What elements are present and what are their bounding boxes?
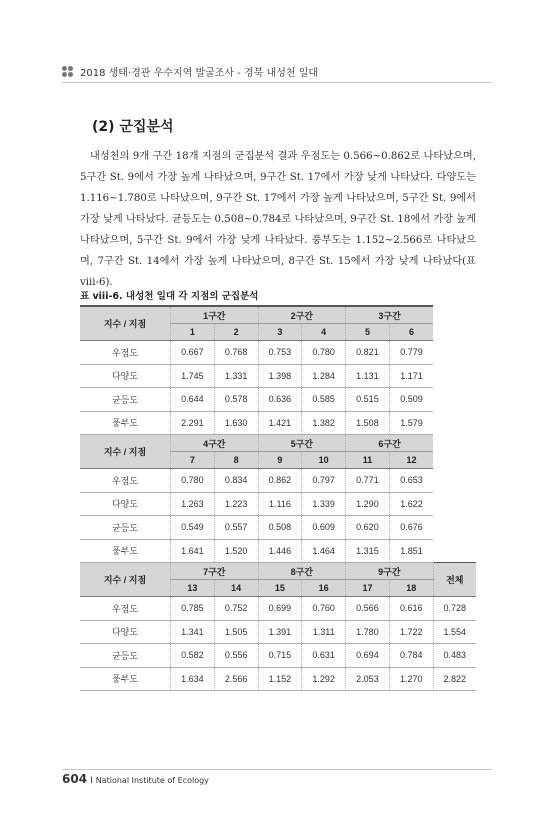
station-header: 5 [346, 324, 390, 341]
table-cell: 0.556 [214, 644, 258, 668]
section-header: 7구간 [171, 563, 259, 580]
table-cell: 0.785 [171, 597, 215, 621]
section-header: 6구간 [346, 435, 434, 452]
table-cell: 1.554 [433, 620, 476, 644]
table-row [80, 539, 476, 563]
table-row [80, 667, 476, 691]
row-label: 우점도 [80, 341, 171, 365]
table-row [80, 411, 476, 435]
table-cell: 0.780 [171, 469, 215, 493]
table-row [80, 469, 476, 493]
table-cell: 1.391 [258, 620, 302, 644]
table-cell: 1.851 [389, 539, 433, 563]
station-header: 3 [258, 324, 302, 341]
table-row [80, 516, 476, 540]
row-label: 균등도 [80, 516, 171, 540]
table-cell: 0.728 [433, 597, 476, 621]
table-cell: 0.760 [302, 597, 346, 621]
footer-divider [62, 769, 492, 770]
table-cell: 1.622 [389, 492, 433, 516]
table-cell: 1.745 [171, 364, 215, 388]
station-header: 2 [214, 324, 258, 341]
table-cell: 1.290 [346, 492, 390, 516]
table-row [80, 597, 476, 621]
station-header: 12 [389, 452, 433, 469]
section-title: (2) 군집분석 [92, 119, 174, 135]
table-cell: 0.752 [214, 597, 258, 621]
table-cell: 0.515 [346, 388, 390, 412]
table-cell: 1.315 [346, 539, 390, 563]
stub-header: 지수 / 지점 [80, 563, 171, 597]
table-cell: 1.339 [302, 492, 346, 516]
row-label: 풍부도 [80, 411, 171, 435]
table-cell: 1.284 [302, 364, 346, 388]
table-cell: 0.631 [302, 644, 346, 668]
table-cell: 0.771 [346, 469, 390, 493]
table-cell: 1.641 [171, 539, 215, 563]
table-cell: 0.509 [389, 388, 433, 412]
body-paragraph: 내성천의 9개 구간 18개 지점의 군집분석 결과 우점도는 0.566~0.862로 나타났으며, 5구간 St. 9에서 가장 높게 나타났으며, 9구간 St. 17에서 가장 낮게 나타났다. 다양도는 1.116~1.780로 나타났으며, 9구간 St. 17에서 가장 높게 나타났으며, 5구간 St. 9에서 가장 낮게 나타났다. 균등도는 0.508~0.784로 나타났으며, 9구간 St. 18에서 가장 높게 나타났으며, 5구간 St. 9에서 가장 낮게 나타났다. 풍부도는 1.152~2.566로 나타났으며, 7구간 St. 14에서 가장 높게 나타났으며, 8구간 St. 15에서 가장 낮게 나타났다(표 viii-6). [80, 151, 476, 288]
table-cell: 0.862 [258, 469, 302, 493]
table-cell: 0.753 [258, 341, 302, 365]
row-label: 다양도 [80, 364, 171, 388]
table-cell: 0.549 [171, 516, 215, 540]
station-header: 10 [302, 452, 346, 469]
table-cell: 0.779 [389, 341, 433, 365]
station-header: 17 [346, 580, 390, 597]
stub-header: 지수 / 지점 [80, 306, 171, 341]
table-caption: 표 viii-6. 내성천 일대 각 지점의 군집분석 [80, 291, 259, 302]
station-header: 4 [302, 324, 346, 341]
table-cell: 1.263 [171, 492, 215, 516]
station-header: 1 [171, 324, 215, 341]
table-cell: 1.520 [214, 539, 258, 563]
table-cell: 0.780 [302, 341, 346, 365]
table-cell: 1.311 [302, 620, 346, 644]
table-cell: 0.667 [171, 341, 215, 365]
row-label: 풍부도 [80, 667, 171, 691]
row-label: 풍부도 [80, 539, 171, 563]
table-cell: 0.483 [433, 644, 476, 668]
station-header: 16 [302, 580, 346, 597]
table-cell: 1.116 [258, 492, 302, 516]
table-cell: 0.557 [214, 516, 258, 540]
section-header: 4구간 [171, 435, 259, 452]
total-header: 전체 [433, 563, 476, 597]
table-cell: 1.508 [346, 411, 390, 435]
table-section-header-row [80, 435, 476, 452]
section-header: 5구간 [258, 435, 346, 452]
page-footer [62, 772, 209, 786]
table-cell: 1.341 [171, 620, 215, 644]
table-cell: 0.620 [346, 516, 390, 540]
station-header: 9 [258, 452, 302, 469]
table-cell: 0.797 [302, 469, 346, 493]
table-cell: 0.609 [302, 516, 346, 540]
station-header: 8 [214, 452, 258, 469]
station-header: 14 [214, 580, 258, 597]
section-header: 3구간 [346, 306, 434, 324]
table-cell: 1.331 [214, 364, 258, 388]
bullet-dots-icon [62, 66, 76, 78]
table-cell: 1.398 [258, 364, 302, 388]
table-cell: 1.464 [302, 539, 346, 563]
table-row [80, 341, 476, 365]
table-cell: 0.616 [389, 597, 433, 621]
table-cell: 0.578 [214, 388, 258, 412]
section-header: 2구간 [258, 306, 346, 324]
table-section-header-row [80, 306, 476, 324]
table-row [80, 620, 476, 644]
table-cell: 0.784 [389, 644, 433, 668]
table-cell: 1.722 [389, 620, 433, 644]
table-cell: 1.223 [214, 492, 258, 516]
table-cell: 0.715 [258, 644, 302, 668]
station-header: 6 [389, 324, 433, 341]
table-row [80, 644, 476, 668]
cluster-analysis-table [80, 305, 476, 691]
table-cell: 1.446 [258, 539, 302, 563]
table-cell: 2.822 [433, 667, 476, 691]
table-cell: 2.291 [171, 411, 215, 435]
table-cell: 1.634 [171, 667, 215, 691]
station-header: 13 [171, 580, 215, 597]
table-cell: 0.676 [389, 516, 433, 540]
table-row [80, 492, 476, 516]
table-cell: 1.421 [258, 411, 302, 435]
table-cell: 1.630 [214, 411, 258, 435]
table-cell: 1.505 [214, 620, 258, 644]
table-section-header-row [80, 563, 476, 580]
page-number: 604 [62, 772, 88, 786]
table-cell: 2.053 [346, 667, 390, 691]
row-label: 우점도 [80, 469, 171, 493]
table-cell: 2.566 [214, 667, 258, 691]
header-text: 2018 생태·경관 우수지역 발굴조사 - 경북 내성천 일대 [80, 68, 319, 79]
table-cell: 1.152 [258, 667, 302, 691]
row-label: 우점도 [80, 597, 171, 621]
running-header [62, 64, 492, 79]
table-cell: 0.508 [258, 516, 302, 540]
table-cell: 0.821 [346, 341, 390, 365]
table-cell: 1.171 [389, 364, 433, 388]
table-cell: 1.270 [389, 667, 433, 691]
table-cell: 0.566 [346, 597, 390, 621]
table-cell: 1.382 [302, 411, 346, 435]
table-row [80, 388, 476, 412]
station-header: 18 [389, 580, 433, 597]
station-header: 15 [258, 580, 302, 597]
table-cell: 0.585 [302, 388, 346, 412]
table-cell: 0.644 [171, 388, 215, 412]
station-header: 11 [346, 452, 390, 469]
table-cell: 1.579 [389, 411, 433, 435]
table-cell: 0.768 [214, 341, 258, 365]
footer-org: National Institute of Ecology [95, 776, 209, 785]
table-cell: 0.653 [389, 469, 433, 493]
header-divider [62, 82, 492, 83]
row-label: 균등도 [80, 388, 171, 412]
table-cell: 1.131 [346, 364, 390, 388]
table-row [80, 364, 476, 388]
table-cell: 0.699 [258, 597, 302, 621]
table-cell: 1.780 [346, 620, 390, 644]
table-cell: 1.292 [302, 667, 346, 691]
table-cell: 0.582 [171, 644, 215, 668]
table-cell: 0.636 [258, 388, 302, 412]
table-cell: 0.694 [346, 644, 390, 668]
section-header: 9구간 [346, 563, 434, 580]
section-header: 1구간 [171, 306, 259, 324]
footer-separator: I [90, 776, 93, 786]
row-label: 다양도 [80, 620, 171, 644]
station-header: 7 [171, 452, 215, 469]
stub-header: 지수 / 지점 [80, 435, 171, 469]
section-header: 8구간 [258, 563, 346, 580]
row-label: 균등도 [80, 644, 171, 668]
row-label: 다양도 [80, 492, 171, 516]
table-cell: 0.834 [214, 469, 258, 493]
